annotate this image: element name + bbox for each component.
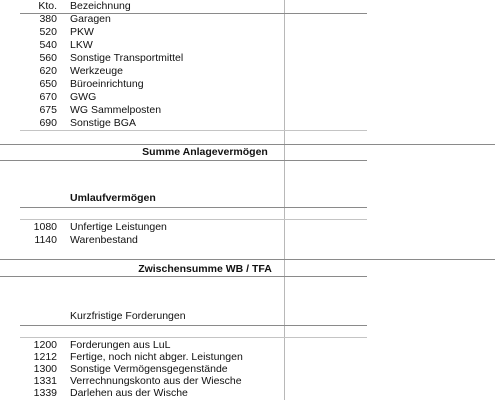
anlage-name-560: Sonstige Transportmittel — [70, 52, 184, 64]
forderung-name-1339: Darlehen aus der Wische — [70, 387, 188, 399]
forderungen-heading-line — [20, 325, 367, 326]
umlauf-heading-line — [20, 207, 367, 208]
forderung-name-1300: Sonstige Vermögensgegenstände — [70, 363, 228, 375]
zwischensumme-wb-tfa: Zwischensumme WB / TFA — [138, 263, 272, 275]
forderungen-heading: Kurzfristige Forderungen — [70, 310, 186, 322]
anlage-name-690: Sonstige BGA — [70, 117, 136, 129]
forderung-kto-1331: 1331 — [33, 375, 57, 387]
umlauf-name-1080: Unfertige Leistungen — [70, 221, 167, 233]
umlauf-kto-1080: 1080 — [33, 221, 57, 233]
anlage-kto-560: 560 — [39, 52, 57, 64]
summe-anlage-top-line — [0, 144, 495, 145]
forderung-kto-1212: 1212 — [33, 351, 57, 363]
header-bezeichnung: Bezeichnung — [70, 0, 131, 12]
forderung-kto-1339: 1339 — [33, 387, 57, 399]
anlage-kto-650: 650 — [39, 78, 57, 90]
forderungen-spacer-line — [20, 337, 367, 338]
anlage-kto-675: 675 — [39, 104, 57, 116]
anlage-name-620: Werkzeuge — [70, 65, 123, 77]
anlage-kto-690: 690 — [39, 117, 57, 129]
anlage-name-650: Büroeinrichtung — [70, 78, 144, 90]
anlage-name-540: LKW — [70, 39, 93, 51]
forderung-name-1331: Verrechnungskonto aus der Wiesche — [70, 375, 242, 387]
column-separator — [284, 0, 285, 400]
anlage-kto-540: 540 — [39, 39, 57, 51]
anlage-kto-620: 620 — [39, 65, 57, 77]
forderung-kto-1300: 1300 — [33, 363, 57, 375]
forderung-name-1212: Fertige, noch nicht abger. Leistungen — [70, 351, 243, 363]
summe-anlagevermoegen: Summe Anlagevermögen — [142, 146, 268, 158]
zwischensumme-top-line — [0, 259, 495, 260]
anlage-end-line — [20, 130, 367, 131]
anlage-name-670: GWG — [70, 91, 97, 103]
header-kto: Kto. — [38, 0, 57, 12]
umlaufvermoegen-heading: Umlaufvermögen — [70, 192, 156, 204]
umlauf-name-1140: Warenbestand — [70, 234, 138, 246]
summe-anlage-bottom-line — [0, 160, 367, 161]
anlage-kto-670: 670 — [39, 91, 57, 103]
anlage-name-380: Garagen — [70, 13, 111, 25]
umlauf-kto-1140: 1140 — [34, 234, 57, 246]
anlage-kto-380: 380 — [39, 13, 57, 25]
forderung-kto-1200: 1200 — [33, 339, 57, 351]
anlage-name-520: PKW — [70, 26, 94, 38]
anlage-kto-520: 520 — [39, 26, 57, 38]
forderung-name-1200: Forderungen aus LuL — [70, 339, 171, 351]
anlage-name-675: WG Sammelposten — [70, 104, 162, 116]
zwischensumme-bottom-line — [0, 276, 367, 277]
umlauf-spacer-line — [20, 219, 367, 220]
